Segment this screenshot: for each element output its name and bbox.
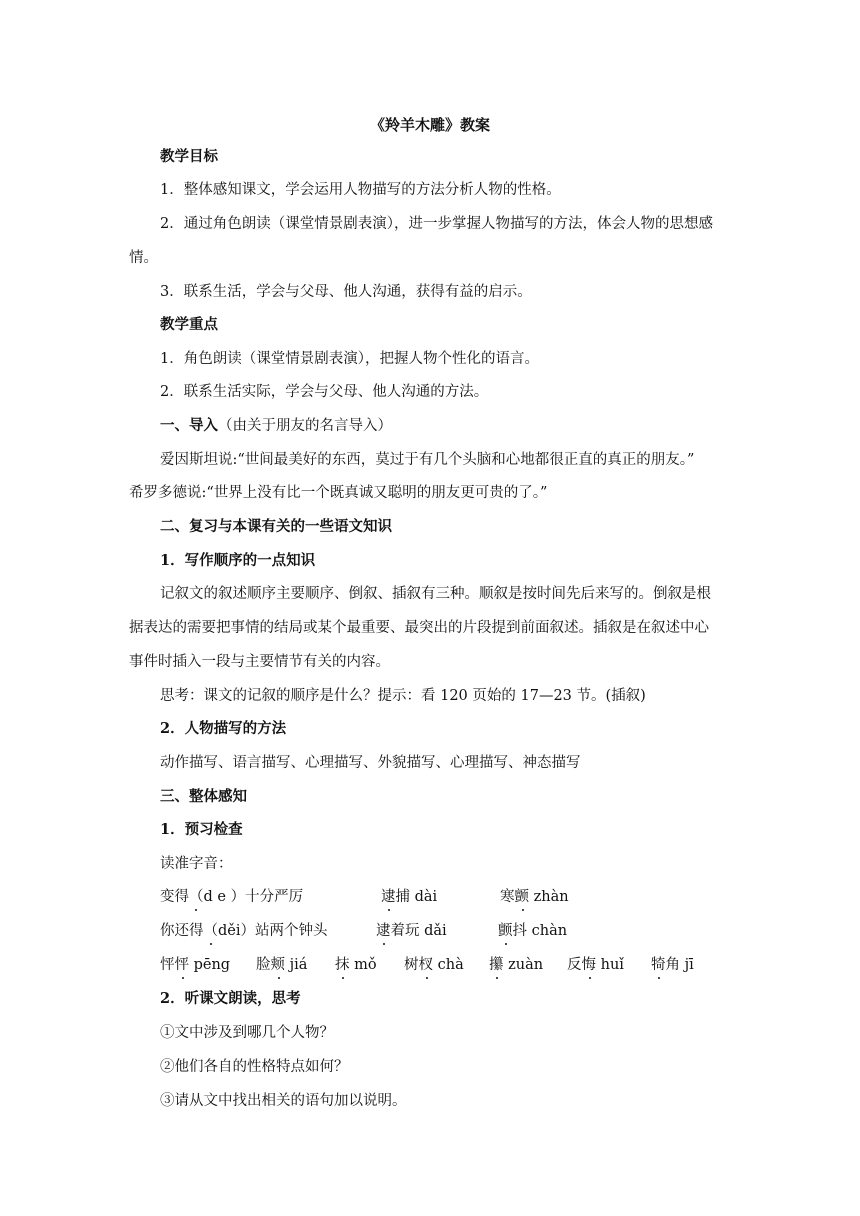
pronunciation-item: 攥 zuàn: [489, 957, 544, 973]
emphasis-dot: [496, 977, 498, 979]
subsection-writing-order: 1．写作顺序的一点知识: [160, 552, 316, 569]
writing-order-text-3: 事件时插入一段与主要情节有关的内容。: [129, 654, 390, 670]
goal-item-1: 1．整体感知课文，学会运用人物描写的方法分析人物的性格。: [160, 182, 561, 198]
emphasis-dot: [505, 943, 507, 945]
section-1-note: （由关于朋友的名言导入）: [218, 418, 392, 434]
goal-item-2-line-2: 情。: [129, 250, 158, 266]
key-item-2: 2．联系生活实际，学会与父母、他人沟通的方法。: [160, 384, 489, 400]
pronunciation-item: 抹 mǒ: [335, 957, 377, 973]
pronunciation-item: 树杈 chà: [404, 957, 464, 973]
emphasis-dot: [342, 977, 344, 979]
pronunciation-item: 怦怦 pēng: [160, 957, 231, 973]
section-1-heading: 一、导入: [160, 417, 218, 434]
question-2: ②他们各自的性格特点如何？: [160, 1059, 349, 1075]
pronunciation-item: 颤抖 chàn: [498, 923, 568, 939]
key-item-1: 1．角色朗读（课堂情景剧表演），把握人物个性化的语言。: [160, 351, 539, 367]
pronunciation-item: 脸颊 jiá: [256, 957, 308, 973]
writing-order-text-2: 据表达的需要把事情的结局或某个最重要、最突出的片段提到前面叙述。插叙是在叙述中心: [129, 620, 709, 636]
emphasis-dot: [383, 943, 385, 945]
emphasis-dot: [182, 977, 184, 979]
emphasis-dot: [278, 977, 280, 979]
pronunciation-item: 寒颤 zhàn: [500, 889, 569, 905]
pronunciation-item: 逮着玩 dǎi: [376, 923, 447, 939]
pronunciation-item: 你还得（děi）站两个钟头: [160, 923, 328, 939]
emphasis-dot: [658, 977, 660, 979]
pronunciation-item: 反悔 huǐ: [567, 957, 624, 973]
emphasis-dot: [589, 977, 591, 979]
subsection-listen-think: 2．听课文朗读，思考: [160, 990, 301, 1007]
emphasis-dot: [522, 909, 524, 911]
think-question: 思考：课文的记叙的顺序是什么？提示：看 120 页始的 17—23 节。(插叙): [160, 688, 646, 704]
subsection-character-description: 2．人物描写的方法: [160, 720, 287, 737]
pronunciation-item: 犄角 jī: [651, 957, 694, 973]
section-2-heading: 二、复习与本课有关的一些语文知识: [160, 518, 392, 535]
subsection-preview-check: 1．预习检查: [160, 821, 243, 838]
emphasis-dot: [210, 943, 212, 945]
pronunciation-item: 变得（d e ）十分严厉: [160, 889, 304, 905]
writing-order-text-1: 记叙文的叙述顺序主要顺序、倒叙、插叙有三种。顺叙是按时间先后来写的。倒叙是根: [160, 586, 711, 602]
quote-herodotus: 希罗多德说:“世界上没有比一个既真诚又聪明的朋友更可贵的了。”: [129, 485, 548, 501]
description-methods: 动作描写、语言描写、心理描写、外貌描写、心理描写、神态描写: [160, 755, 581, 771]
document-title: 《羚羊木雕》教案: [369, 116, 490, 134]
goal-item-3: 3．联系生活，学会与父母、他人沟通，获得有益的启示。: [160, 284, 532, 300]
goal-item-2-line-1: 2．通过角色朗读（课堂情景剧表演），进一步掌握人物描写的方法，体会人物的思想感: [160, 216, 713, 232]
emphasis-dot: [388, 909, 390, 911]
emphasis-dot: [195, 909, 197, 911]
question-1: ①文中涉及到哪几个人物？: [160, 1025, 334, 1041]
emphasis-dot: [426, 977, 428, 979]
key-heading: 教学重点: [160, 316, 218, 333]
section-1-line: [160, 416, 392, 436]
section-3-heading: 三、整体感知: [160, 788, 247, 805]
pronunciation-label: 读准字音：: [160, 856, 233, 872]
goal-heading: 教学目标: [160, 148, 218, 165]
question-3: ③请从文中找出相关的语句加以说明。: [160, 1093, 407, 1109]
quote-einstein: 爱因斯坦说:“世间最美好的东西，莫过于有几个头脑和心地都很正直的真正的朋友。”: [160, 452, 695, 468]
pronunciation-item: 逮捕 dài: [381, 889, 438, 905]
